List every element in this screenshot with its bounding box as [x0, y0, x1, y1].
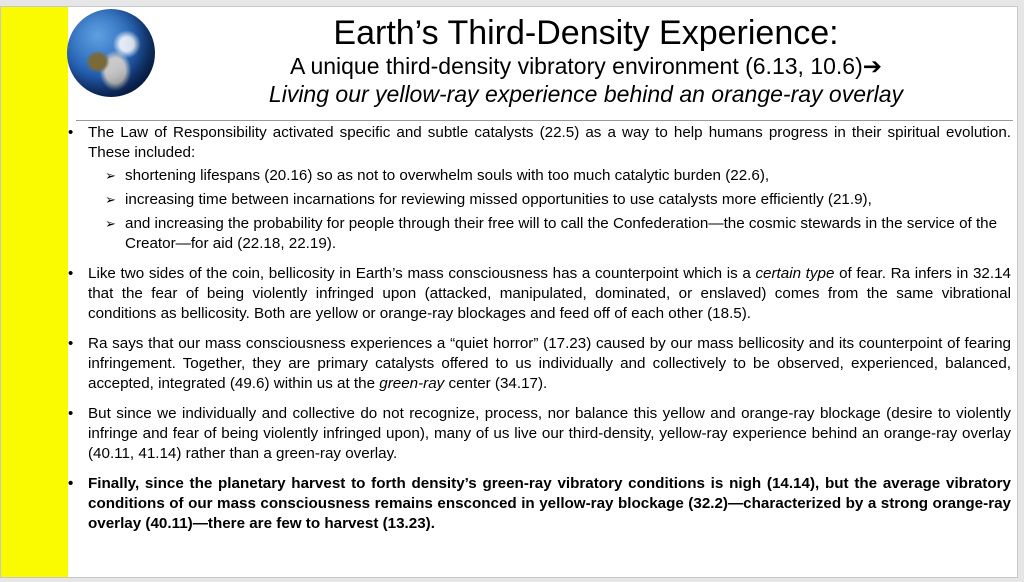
bullet-law-of-responsibility: [71, 123, 1011, 254]
earth-globe-icon: [67, 9, 155, 97]
bullet-text-pre: Ra says that our mass consciousness experiences a “quiet horror” (17.23) caused by our mass bellicosity and its counterpoint of fearing infringement. Together, they are primary catalysts offered to us individually and collectively to be observed, experienced, balanced, accepted, integrated (49.6) within us at the: [88, 335, 1011, 392]
bullet-text-post: of fear. Ra infers in 32.14 that the fear of being violently infringed upon (attacked, manipulated, dominated, or enslaved) comes from the same vibrational conditions as bellicosity. Both are yellow or orange-ray blockages and feed off of each other (18.5).: [88, 265, 1011, 322]
bullet-quiet-horror: [71, 334, 1011, 394]
title-divider: [76, 120, 1013, 121]
arrowhead-bullet-icon: ➢: [105, 192, 116, 207]
arrowhead-bullet-icon: ➢: [105, 168, 116, 183]
bullet-text-post: center (34.17).: [444, 375, 548, 392]
bullet-orange-ray-overlay: [71, 404, 1011, 464]
sub-list: [88, 166, 1011, 254]
slide-title: Earth’s Third-Density Experience:: [333, 14, 839, 52]
sub-item-text: shortening lifespans (20.16) so as not to overwhelm souls with too much catalytic burden (22.6),: [125, 167, 770, 184]
bullet-text: Finally, since the planetary harvest to forth density’s green-ray vibratory conditions is nigh (14.14), but the average vibratory conditions of our mass consciousness remains ensconced in yellow-ray blockage (32.2)—characterized by a strong orange-ray overlay (40.11)—there are few to harvest (13.23).: [88, 475, 1011, 532]
yellow-accent-bar: [1, 7, 68, 577]
slide-subtitle-italic: Living our yellow-ray experience behind an orange-ray overlay: [268, 81, 904, 107]
title-block: [161, 7, 1011, 108]
bullet-text: But since we individually and collective do not recognize, process, nor balance this yellow and orange-ray blockage (desire to violently infringe and fear of being violently infringed upon), many of us live our third-density, yellow-ray experience behind an orange-ray overlay (40.11, 41.14) rather than a green-ray overlay.: [88, 405, 1011, 462]
sub-item-incarnations: [88, 190, 1011, 210]
sub-item-text: increasing time between incarnations for reviewing missed opportunities to use catalysts more efficiently (21.9),: [125, 191, 872, 208]
slide-content: [71, 123, 1011, 544]
sub-item-text: and increasing the probability for people through their free will to call the Confederation—the cosmic stewards in the service of the Creator—for aid (22.18, 22.19).: [125, 215, 998, 252]
arrowhead-bullet-icon: ➢: [105, 216, 116, 231]
slide: [0, 6, 1018, 578]
bullet-text-emphasis: certain type: [755, 265, 835, 282]
bullet-text-emphasis: green-ray: [379, 375, 445, 392]
sub-item-confederation: [88, 214, 1011, 254]
slide-subtitle: A unique third-density vibratory environment (6.13, 10.6)➔: [289, 53, 883, 79]
bullet-planetary-harvest: [71, 474, 1011, 534]
bullet-text-pre: Like two sides of the coin, bellicosity in Earth’s mass consciousness has a counterpoint which is a: [88, 265, 756, 282]
bullet-bellicosity: [71, 264, 1011, 324]
sub-item-lifespans: [88, 166, 1011, 186]
bullet-text: The Law of Responsibility activated specific and subtle catalysts (22.5) as a way to help humans progress in their spiritual evolution. These included:: [88, 124, 1011, 161]
